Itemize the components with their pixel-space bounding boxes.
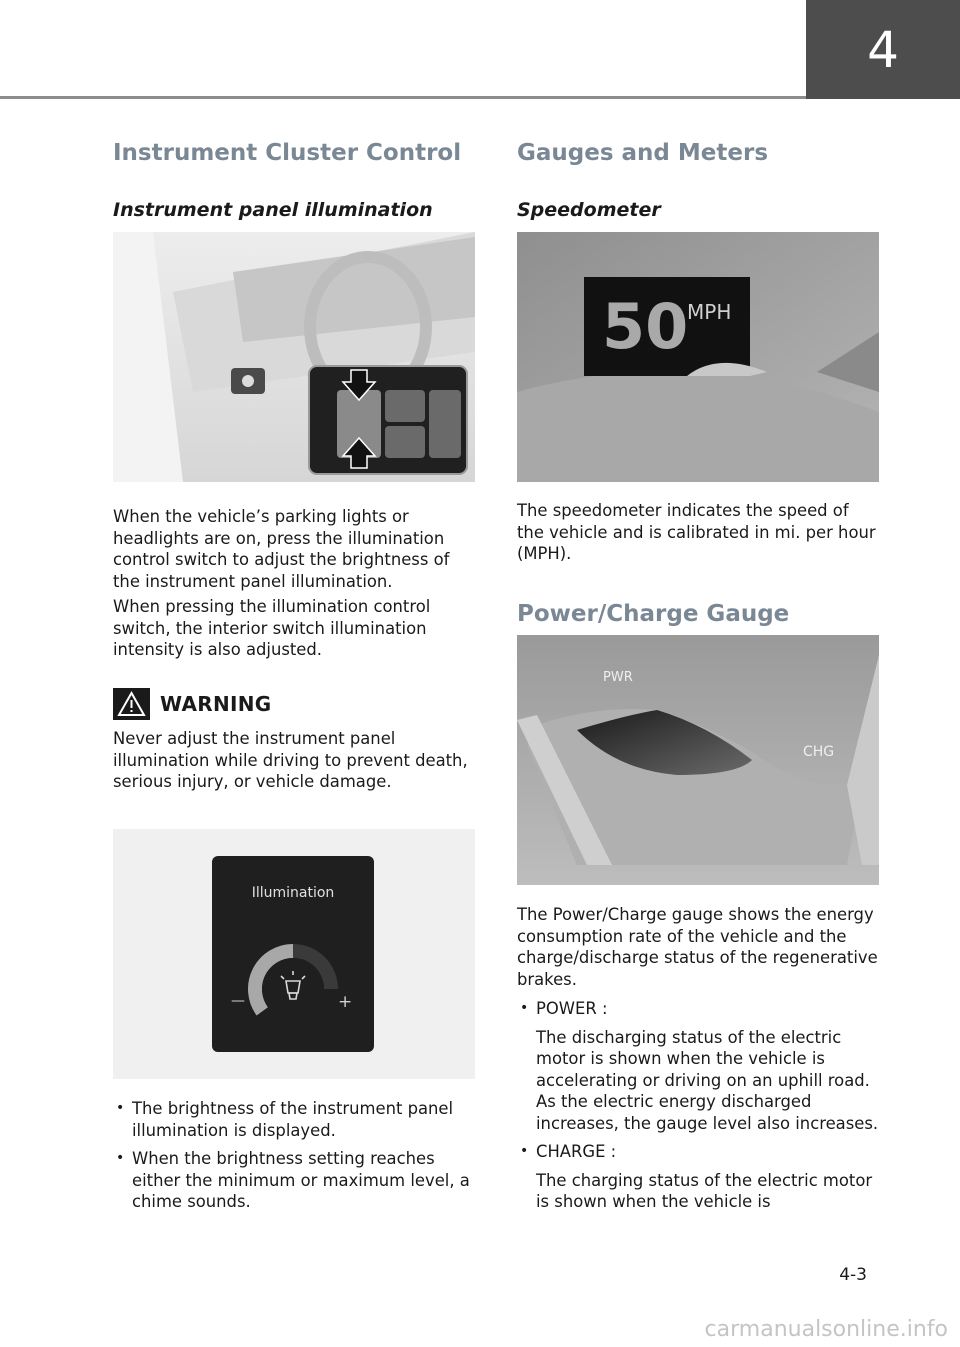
gauge-label-pwr: PWR [603, 670, 633, 685]
speedometer-figure [517, 232, 879, 482]
dashboard-figure [113, 232, 475, 482]
paragraph-power-charge: The Power/Charge gauge shows the energy consumption rate of the vehicle and the charge/discharge status of the regenerative brakes. [517, 905, 878, 989]
speed-unit: MPH [687, 300, 732, 324]
power-charge-list [517, 998, 879, 1220]
dashboard-illustration [113, 232, 475, 482]
watermark: carmanualsonline.info [704, 1317, 948, 1342]
page-number: 4-3 [839, 1265, 867, 1285]
illumination-plus: + [338, 992, 353, 1012]
subsection-title-illumination: Instrument panel illumination [113, 199, 433, 221]
chapter-number: 4 [867, 20, 899, 79]
paragraph-illumination-2: When pressing the illumination control switch, the interior switch illumination intensity is also adjusted. [113, 597, 431, 659]
bullet-item: • The brightness of the instrument panel illumination is displayed. [113, 1098, 475, 1141]
list-item-charge [517, 1141, 879, 1213]
list-item-power [517, 998, 879, 1134]
illumination-minus: — [231, 993, 245, 1009]
item-label: • CHARGE : [536, 1142, 617, 1161]
paragraph-illumination-1: When the vehicle’s parking lights or headlights are on, press the illumination control switch to adjust the brightness of the instrument panel illumination. [113, 507, 450, 591]
warning-text: Never adjust the instrument panel illumination while driving to prevent death, serious injury, or vehicle damage. [113, 729, 468, 791]
power-gauge-figure [517, 635, 879, 885]
speedometer-background [517, 232, 879, 482]
section-title-gauges: Gauges and Meters [517, 140, 769, 166]
section-title-power-charge: Power/Charge Gauge [517, 601, 790, 627]
gauge-label-chg: CHG [803, 744, 835, 760]
chapter-tab [806, 0, 960, 99]
warning-title: WARNING [160, 692, 272, 716]
warning-icon [113, 688, 150, 720]
item-text: The discharging status of the electric motor is shown when the vehicle is accelerating or driving on an uphill road. As the electric energy discharged increases, the gauge level also increases. [536, 1027, 879, 1133]
item-label: • POWER : [536, 999, 608, 1018]
warning-heading [113, 688, 271, 720]
header-rule [0, 96, 806, 99]
subsection-title-speedometer: Speedometer [517, 199, 661, 221]
illumination-label: Illumination [251, 885, 335, 901]
illumination-bullet-list [113, 1098, 475, 1220]
speed-value: 50 [602, 290, 689, 363]
power-gauge-illustration [517, 635, 879, 885]
illumination-display [113, 829, 475, 1079]
bullet-item: • When the brightness setting reaches either the minimum or maximum level, a chime sounds. [113, 1148, 475, 1213]
item-text: The charging status of the electric motor is shown when the vehicle is [536, 1170, 873, 1211]
section-title-instrument-cluster: Instrument Cluster Control [113, 140, 462, 166]
illumination-figure [113, 829, 475, 1079]
paragraph-speedometer: The speedometer indicates the speed of the vehicle and is calibrated in mi. per hour (MPH). [517, 501, 876, 563]
